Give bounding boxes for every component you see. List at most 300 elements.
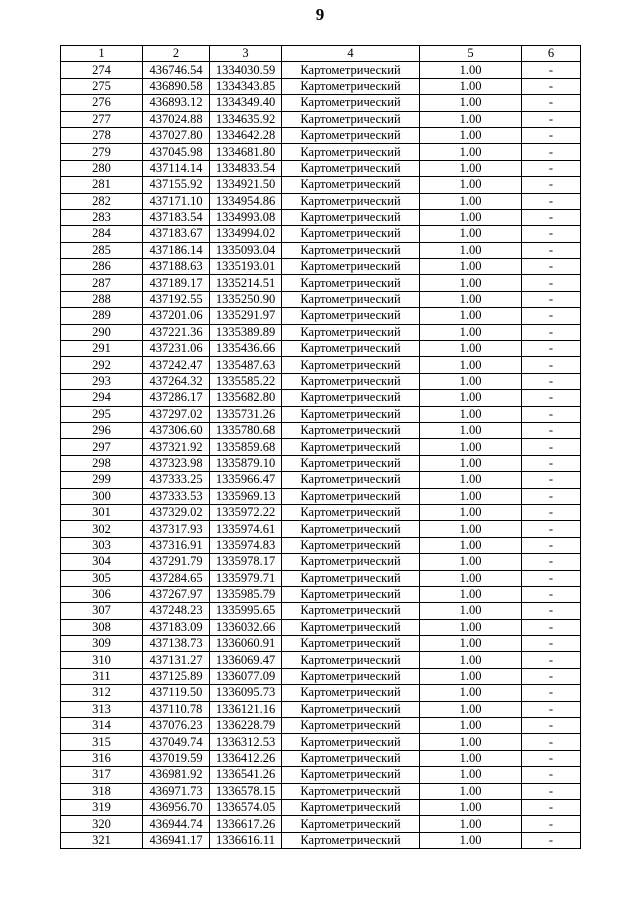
point-number-cell: 275 [61,78,143,94]
method-cell: Картометрический [282,504,420,520]
description-cell: - [522,193,581,209]
x-coordinate-cell: 437049.74 [143,734,210,750]
y-coordinate-cell: 1336077.09 [210,668,282,684]
accuracy-cell: 1.00 [420,537,522,553]
x-coordinate-cell: 437183.67 [143,226,210,242]
y-coordinate-cell: 1335487.63 [210,357,282,373]
accuracy-cell: 1.00 [420,799,522,815]
x-coordinate-cell: 436941.17 [143,832,210,848]
method-cell: Картометрический [282,537,420,553]
point-number-cell: 282 [61,193,143,209]
method-cell: Картометрический [282,439,420,455]
description-cell: - [522,570,581,586]
y-coordinate-cell: 1335780.68 [210,422,282,438]
accuracy-cell: 1.00 [420,783,522,799]
x-coordinate-cell: 436981.92 [143,767,210,783]
point-number-cell: 320 [61,816,143,832]
table-row [61,668,581,684]
method-cell: Картометрический [282,422,420,438]
description-cell: - [522,783,581,799]
y-coordinate-cell: 1335859.68 [210,439,282,455]
description-cell: - [522,832,581,848]
method-cell: Картометрический [282,685,420,701]
method-cell: Картометрический [282,160,420,176]
x-coordinate-cell: 437316.91 [143,537,210,553]
description-cell: - [522,652,581,668]
description-cell: - [522,701,581,717]
x-coordinate-cell: 437221.36 [143,324,210,340]
coordinates-table [60,45,581,849]
x-coordinate-cell: 437201.06 [143,308,210,324]
accuracy-cell: 1.00 [420,242,522,258]
x-coordinate-cell: 437186.14 [143,242,210,258]
accuracy-cell: 1.00 [420,95,522,111]
accuracy-cell: 1.00 [420,636,522,652]
y-coordinate-cell: 1335972.22 [210,504,282,520]
point-number-cell: 314 [61,718,143,734]
x-coordinate-cell: 437333.53 [143,488,210,504]
description-cell: - [522,619,581,635]
accuracy-cell: 1.00 [420,455,522,471]
table-row [61,242,581,258]
point-number-cell: 317 [61,767,143,783]
accuracy-cell: 1.00 [420,144,522,160]
description-cell: - [522,308,581,324]
y-coordinate-cell: 1334833.54 [210,160,282,176]
method-cell: Картометрический [282,718,420,734]
description-cell: - [522,177,581,193]
table-row [61,521,581,537]
method-cell: Картометрический [282,242,420,258]
point-number-cell: 295 [61,406,143,422]
point-number-cell: 299 [61,472,143,488]
description-cell: - [522,504,581,520]
accuracy-cell: 1.00 [420,668,522,684]
point-number-cell: 316 [61,750,143,766]
method-cell: Картометрический [282,701,420,717]
header-cell-x: 2 [143,46,210,62]
x-coordinate-cell: 437188.63 [143,259,210,275]
description-cell: - [522,95,581,111]
method-cell: Картометрический [282,62,420,78]
description-cell: - [522,472,581,488]
point-number-cell: 321 [61,832,143,848]
y-coordinate-cell: 1336541.26 [210,767,282,783]
accuracy-cell: 1.00 [420,177,522,193]
header-row [61,46,581,62]
table-row [61,685,581,701]
y-coordinate-cell: 1334994.02 [210,226,282,242]
y-coordinate-cell: 1336060.91 [210,636,282,652]
x-coordinate-cell: 437242.47 [143,357,210,373]
point-number-cell: 300 [61,488,143,504]
point-number-cell: 281 [61,177,143,193]
x-coordinate-cell: 437114.14 [143,160,210,176]
accuracy-cell: 1.00 [420,78,522,94]
x-coordinate-cell: 437333.25 [143,472,210,488]
x-coordinate-cell: 437286.17 [143,390,210,406]
method-cell: Картометрический [282,95,420,111]
accuracy-cell: 1.00 [420,439,522,455]
description-cell: - [522,259,581,275]
table-row [61,193,581,209]
table-row [61,603,581,619]
y-coordinate-cell: 1335093.04 [210,242,282,258]
header-cell-accuracy: 5 [420,46,522,62]
x-coordinate-cell: 436890.58 [143,78,210,94]
y-coordinate-cell: 1335974.83 [210,537,282,553]
method-cell: Картометрический [282,193,420,209]
x-coordinate-cell: 437321.92 [143,439,210,455]
table-row [61,144,581,160]
description-cell: - [522,767,581,783]
x-coordinate-cell: 437323.98 [143,455,210,471]
table-row [61,570,581,586]
method-cell: Картометрический [282,619,420,635]
y-coordinate-cell: 1336032.66 [210,619,282,635]
point-number-cell: 308 [61,619,143,635]
accuracy-cell: 1.00 [420,422,522,438]
accuracy-cell: 1.00 [420,390,522,406]
x-coordinate-cell: 437329.02 [143,504,210,520]
table-row [61,537,581,553]
table-row [61,816,581,832]
y-coordinate-cell: 1335585.22 [210,373,282,389]
method-cell: Картометрический [282,357,420,373]
table-row [61,160,581,176]
header-cell-y: 3 [210,46,282,62]
description-cell: - [522,209,581,225]
accuracy-cell: 1.00 [420,291,522,307]
header-cell-description: 6 [522,46,581,62]
x-coordinate-cell: 437024.88 [143,111,210,127]
table-header [61,46,581,62]
x-coordinate-cell: 436971.73 [143,783,210,799]
description-cell: - [522,586,581,602]
y-coordinate-cell: 1336069.47 [210,652,282,668]
accuracy-cell: 1.00 [420,521,522,537]
description-cell: - [522,422,581,438]
table-row [61,504,581,520]
point-number-cell: 294 [61,390,143,406]
point-number-cell: 315 [61,734,143,750]
accuracy-cell: 1.00 [420,226,522,242]
method-cell: Картометрический [282,570,420,586]
accuracy-cell: 1.00 [420,406,522,422]
y-coordinate-cell: 1336095.73 [210,685,282,701]
accuracy-cell: 1.00 [420,193,522,209]
method-cell: Картометрический [282,521,420,537]
method-cell: Картометрический [282,734,420,750]
point-number-cell: 297 [61,439,143,455]
description-cell: - [522,341,581,357]
point-number-cell: 288 [61,291,143,307]
table-row [61,652,581,668]
y-coordinate-cell: 1334030.59 [210,62,282,78]
description-cell: - [522,127,581,143]
description-cell: - [522,144,581,160]
table-row [61,95,581,111]
x-coordinate-cell: 437189.17 [143,275,210,291]
accuracy-cell: 1.00 [420,718,522,734]
x-coordinate-cell: 437317.93 [143,521,210,537]
table-row [61,308,581,324]
description-cell: - [522,750,581,766]
point-number-cell: 274 [61,62,143,78]
table-row [61,554,581,570]
x-coordinate-cell: 437155.92 [143,177,210,193]
point-number-cell: 318 [61,783,143,799]
y-coordinate-cell: 1336574.05 [210,799,282,815]
accuracy-cell: 1.00 [420,619,522,635]
method-cell: Картометрический [282,472,420,488]
method-cell: Картометрический [282,127,420,143]
x-coordinate-cell: 437264.32 [143,373,210,389]
description-cell: - [522,111,581,127]
y-coordinate-cell: 1336578.15 [210,783,282,799]
accuracy-cell: 1.00 [420,341,522,357]
description-cell: - [522,521,581,537]
table-row [61,259,581,275]
x-coordinate-cell: 437019.59 [143,750,210,766]
accuracy-cell: 1.00 [420,111,522,127]
accuracy-cell: 1.00 [420,357,522,373]
accuracy-cell: 1.00 [420,570,522,586]
point-number-cell: 277 [61,111,143,127]
description-cell: - [522,390,581,406]
table-row [61,455,581,471]
method-cell: Картометрический [282,586,420,602]
accuracy-cell: 1.00 [420,586,522,602]
table-row [61,275,581,291]
point-number-cell: 302 [61,521,143,537]
method-cell: Картометрический [282,406,420,422]
accuracy-cell: 1.00 [420,554,522,570]
table-row [61,373,581,389]
y-coordinate-cell: 1335389.89 [210,324,282,340]
y-coordinate-cell: 1335193.01 [210,259,282,275]
method-cell: Картометрический [282,668,420,684]
table-body [61,62,581,849]
method-cell: Картометрический [282,750,420,766]
description-cell: - [522,160,581,176]
accuracy-cell: 1.00 [420,209,522,225]
description-cell: - [522,734,581,750]
y-coordinate-cell: 1335985.79 [210,586,282,602]
accuracy-cell: 1.00 [420,652,522,668]
x-coordinate-cell: 437045.98 [143,144,210,160]
table-row [61,701,581,717]
y-coordinate-cell: 1334921.50 [210,177,282,193]
description-cell: - [522,718,581,734]
x-coordinate-cell: 437119.50 [143,685,210,701]
x-coordinate-cell: 437297.02 [143,406,210,422]
x-coordinate-cell: 437267.97 [143,586,210,602]
table-row [61,636,581,652]
x-coordinate-cell: 437248.23 [143,603,210,619]
accuracy-cell: 1.00 [420,373,522,389]
description-cell: - [522,275,581,291]
accuracy-cell: 1.00 [420,701,522,717]
description-cell: - [522,78,581,94]
table-row [61,111,581,127]
point-number-cell: 310 [61,652,143,668]
description-cell: - [522,554,581,570]
method-cell: Картометрический [282,226,420,242]
table-row [61,586,581,602]
y-coordinate-cell: 1334954.86 [210,193,282,209]
x-coordinate-cell: 437138.73 [143,636,210,652]
x-coordinate-cell: 436746.54 [143,62,210,78]
x-coordinate-cell: 437306.60 [143,422,210,438]
y-coordinate-cell: 1334642.28 [210,127,282,143]
description-cell: - [522,537,581,553]
x-coordinate-cell: 437110.78 [143,701,210,717]
description-cell: - [522,406,581,422]
y-coordinate-cell: 1335250.90 [210,291,282,307]
point-number-cell: 286 [61,259,143,275]
point-number-cell: 283 [61,209,143,225]
y-coordinate-cell: 1335879.10 [210,455,282,471]
table-row [61,799,581,815]
table-row [61,357,581,373]
method-cell: Картометрический [282,259,420,275]
accuracy-cell: 1.00 [420,308,522,324]
y-coordinate-cell: 1336312.53 [210,734,282,750]
accuracy-cell: 1.00 [420,275,522,291]
page-number: 9 [315,5,325,24]
description-cell: - [522,636,581,652]
y-coordinate-cell: 1335974.61 [210,521,282,537]
description-cell: - [522,357,581,373]
method-cell: Картометрический [282,799,420,815]
point-number-cell: 313 [61,701,143,717]
method-cell: Картометрический [282,308,420,324]
point-number-cell: 290 [61,324,143,340]
x-coordinate-cell: 437192.55 [143,291,210,307]
point-number-cell: 278 [61,127,143,143]
y-coordinate-cell: 1335969.13 [210,488,282,504]
point-number-cell: 292 [61,357,143,373]
y-coordinate-cell: 1336121.16 [210,701,282,717]
point-number-cell: 311 [61,668,143,684]
point-number-cell: 312 [61,685,143,701]
description-cell: - [522,668,581,684]
point-number-cell: 305 [61,570,143,586]
description-cell: - [522,242,581,258]
y-coordinate-cell: 1334349.40 [210,95,282,111]
table-row [61,783,581,799]
header-cell-method: 4 [282,46,420,62]
table-row [61,750,581,766]
description-cell: - [522,324,581,340]
table-row [61,324,581,340]
x-coordinate-cell: 436893.12 [143,95,210,111]
description-cell: - [522,799,581,815]
y-coordinate-cell: 1335436.66 [210,341,282,357]
point-number-cell: 319 [61,799,143,815]
point-number-cell: 304 [61,554,143,570]
method-cell: Картометрический [282,488,420,504]
accuracy-cell: 1.00 [420,472,522,488]
x-coordinate-cell: 437027.80 [143,127,210,143]
y-coordinate-cell: 1335291.97 [210,308,282,324]
table-row [61,291,581,307]
description-cell: - [522,226,581,242]
y-coordinate-cell: 1335978.17 [210,554,282,570]
x-coordinate-cell: 437076.23 [143,718,210,734]
method-cell: Картометрический [282,652,420,668]
table-row [61,734,581,750]
point-number-cell: 309 [61,636,143,652]
point-number-cell: 306 [61,586,143,602]
description-cell: - [522,455,581,471]
table-row [61,422,581,438]
y-coordinate-cell: 1335966.47 [210,472,282,488]
table-row [61,226,581,242]
table-row [61,619,581,635]
y-coordinate-cell: 1334343.85 [210,78,282,94]
accuracy-cell: 1.00 [420,488,522,504]
table-row [61,488,581,504]
y-coordinate-cell: 1335995.65 [210,603,282,619]
x-coordinate-cell: 436944.74 [143,816,210,832]
accuracy-cell: 1.00 [420,767,522,783]
table-row [61,177,581,193]
table-row [61,472,581,488]
description-cell: - [522,488,581,504]
accuracy-cell: 1.00 [420,685,522,701]
table-row [61,406,581,422]
method-cell: Картометрический [282,111,420,127]
table-row [61,439,581,455]
y-coordinate-cell: 1336228.79 [210,718,282,734]
x-coordinate-cell: 437231.06 [143,341,210,357]
x-coordinate-cell: 437125.89 [143,668,210,684]
table-row [61,832,581,848]
method-cell: Картометрический [282,291,420,307]
description-cell: - [522,603,581,619]
y-coordinate-cell: 1335731.26 [210,406,282,422]
point-number-cell: 303 [61,537,143,553]
accuracy-cell: 1.00 [420,734,522,750]
x-coordinate-cell: 436956.70 [143,799,210,815]
y-coordinate-cell: 1335979.71 [210,570,282,586]
description-cell: - [522,685,581,701]
method-cell: Картометрический [282,832,420,848]
description-cell: - [522,439,581,455]
method-cell: Картометрический [282,554,420,570]
table-row [61,62,581,78]
accuracy-cell: 1.00 [420,259,522,275]
method-cell: Картометрический [282,373,420,389]
description-cell: - [522,373,581,389]
header-cell-point-number: 1 [61,46,143,62]
method-cell: Картометрический [282,390,420,406]
table-row [61,209,581,225]
point-number-cell: 296 [61,422,143,438]
method-cell: Картометрический [282,636,420,652]
y-coordinate-cell: 1334681.80 [210,144,282,160]
method-cell: Картометрический [282,275,420,291]
method-cell: Картометрический [282,144,420,160]
x-coordinate-cell: 437183.54 [143,209,210,225]
point-number-cell: 276 [61,95,143,111]
accuracy-cell: 1.00 [420,750,522,766]
accuracy-cell: 1.00 [420,832,522,848]
method-cell: Картометрический [282,177,420,193]
accuracy-cell: 1.00 [420,324,522,340]
